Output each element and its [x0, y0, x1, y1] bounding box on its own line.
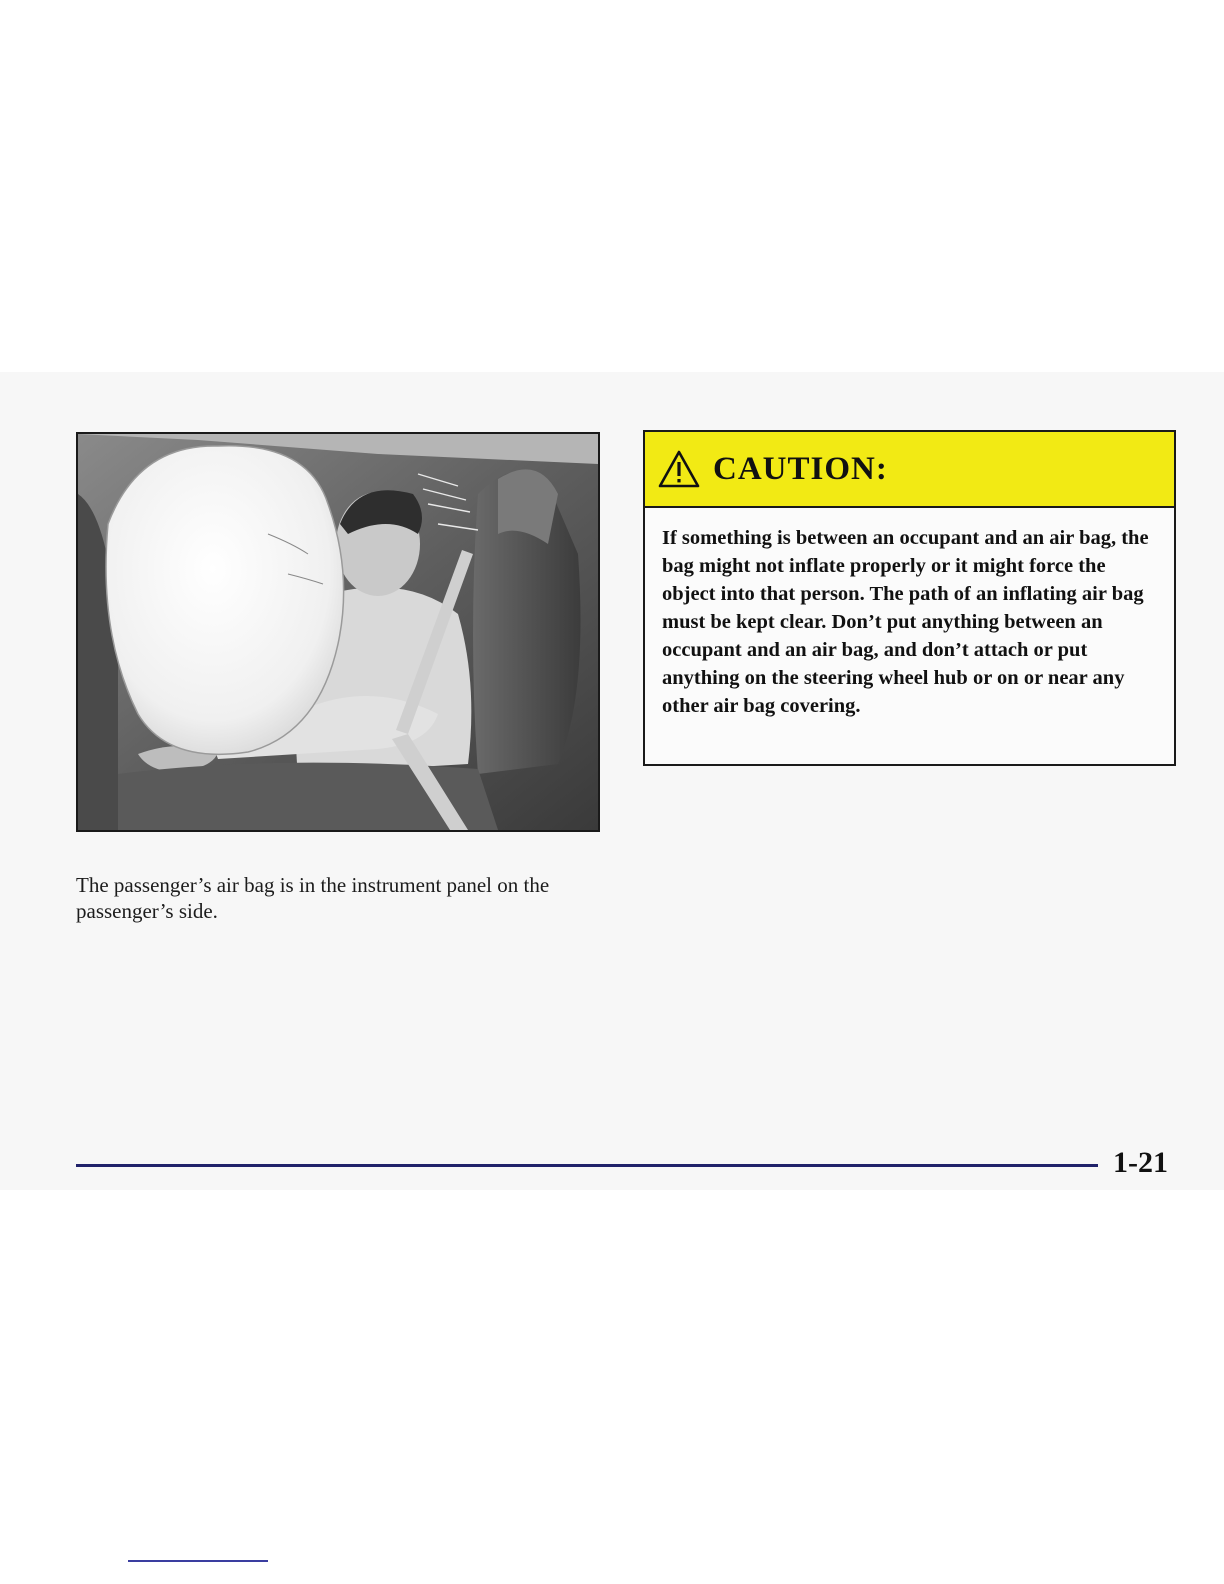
page-number: 1-21 — [1113, 1146, 1168, 1179]
footer-rule — [76, 1164, 1098, 1167]
decorative-rule — [128, 1560, 268, 1562]
caution-header — [645, 432, 1174, 508]
warning-triangle-icon — [657, 449, 701, 489]
caution-body: If something is between an occupant and an air bag, the bag might not inflate properly or it might force the object into that person. The path of an inflating air bag must be kept clear. Don’t put anything between an occupant and an air bag, and don’t attach or put anything on the steering wheel hub or on or near any other air bag covering. — [662, 527, 1149, 717]
illustration-caption: The passenger’s air bag is in the instrument panel on the passenger’s side. — [76, 873, 550, 923]
caution-box — [643, 430, 1176, 766]
airbag-illustration-icon — [78, 434, 598, 830]
passenger-airbag-illustration — [76, 432, 600, 832]
caution-title: CAUTION: — [713, 450, 888, 487]
